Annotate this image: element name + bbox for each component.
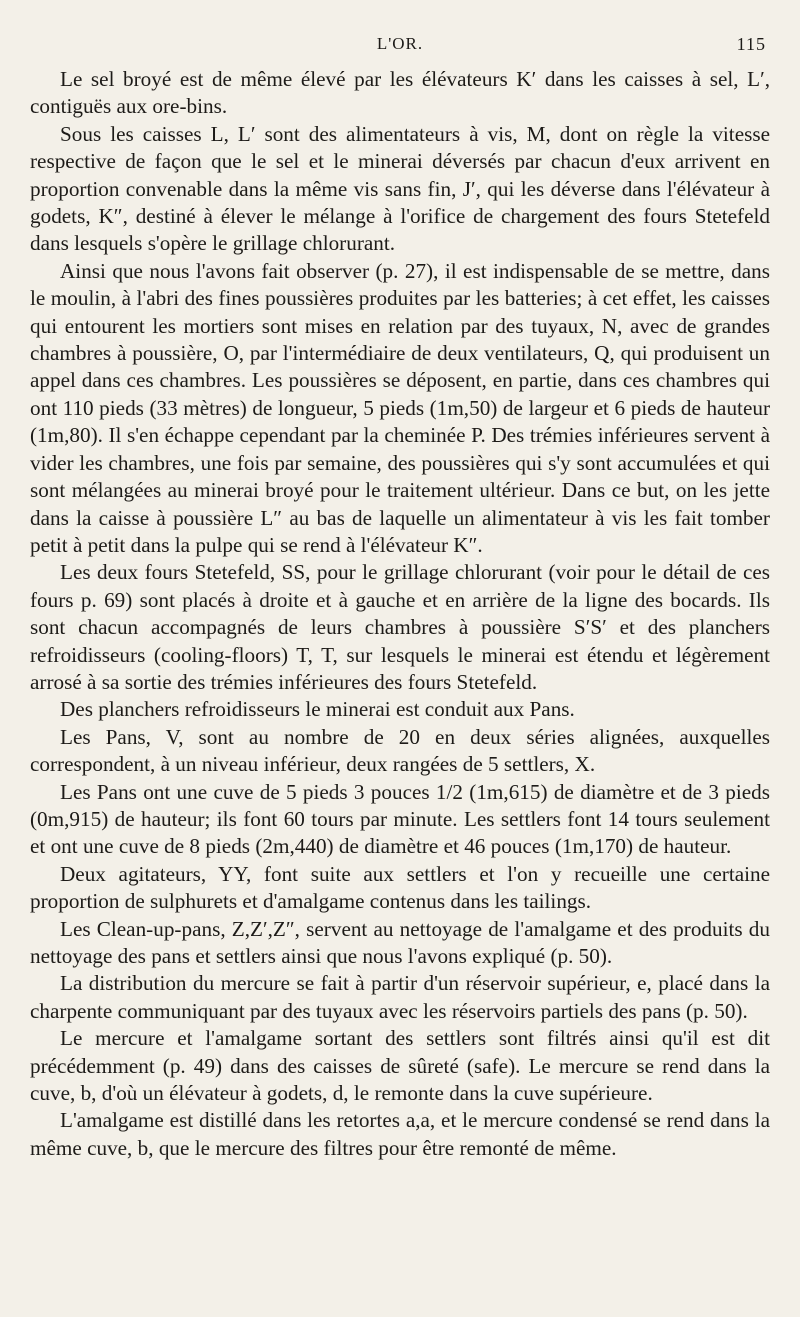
- paragraph: Ainsi que nous l'avons fait observer (p. 27), il est indispensable de se mettre, dans le moulin, à l'abri des fines poussières produites par les batteries; à cet effet, les caisses qui entourent les mortiers sont mises en relation par des tuyaux, N, avec de grandes chambres à poussière, O, par l'intermédiaire de deux ventilateurs, Q, qui produisent un appel dans ces chambres. Les poussières se déposent, en partie, dans ces chambres qui ont 110 pieds (33 mètres) de longueur, 5 pieds (1m,50) de largeur et 6 pieds de hauteur (1m,80). Il s'en échappe cependant par la cheminée P. Des trémies inférieures servent à vider les chambres, une fois par semaine, des poussières qui s'y sont accumulées et qui sont mélangées au minerai broyé pour le traitement ultérieur. Dans ce but, on les jette dans la caisse à poussière L″ au bas de laquelle un alimentateur à vis les fait tomber petit à petit dans la pulpe qui se rend à l'élévateur K″.: [30, 258, 770, 557]
- paragraph: Des planchers refroidisseurs le minerai est conduit aux Pans.: [60, 697, 575, 722]
- paragraph: La distribution du mercure se fait à partir d'un réservoir supérieur, e, placé dans la charpente communiquant par des tuyaux avec les réservoirs partiels des pans (p. 50).: [30, 971, 770, 1023]
- paragraph: Les Clean-up-pans, Z,Z′,Z″, servent au nettoyage de l'amalgame et des produits du nettoyage des pans et settlers ainsi que nous l'avons expliqué (p. 50).: [30, 916, 770, 968]
- paragraph: L'amalgame est distillé dans les retortes a,a, et le mercure condensé se rend dans la même cuve, b, que le mercure des filtres pour être remonté de même.: [30, 1108, 770, 1160]
- paragraph: Les Pans ont une cuve de 5 pieds 3 pouces 1/2 (1m,615) de diamètre et de 3 pieds (0m,915) de hauteur; ils font 60 tours par minute. Les settlers font 14 tours seulement et ont une cuve de 8 pieds (2m,440) de diamètre et 46 pouces (1m,170) de hauteur.: [30, 779, 770, 859]
- paragraph: Les Pans, V, sont au nombre de 20 en deux séries alignées, auxquelles correspondent, à un niveau inférieur, deux rangées de 5 settlers, X.: [30, 724, 770, 777]
- body-text: [30, 66, 770, 1162]
- paragraph: Le sel broyé est de même élevé par les élévateurs K′ dans les caisses à sel, L′, contiguës aux ore-bins.: [30, 67, 770, 119]
- paragraph: Deux agitateurs, YY, font suite aux settlers et l'on y recueille une certaine proportion de sulphurets et d'amalgame contenus dans les tailings.: [30, 861, 770, 914]
- running-head: [30, 28, 770, 64]
- page-number: 115: [736, 34, 766, 54]
- running-title: L'OR.: [376, 34, 424, 53]
- paragraph: Le mercure et l'amalgame sortant des settlers sont filtrés ainsi qu'il est dit précédemment (p. 49) dans des caisses de sûreté (safe). Le mercure se rend dans la cuve, b, d'où un élévateur à godets, d, le remonte dans la cuve supérieure.: [30, 1026, 770, 1106]
- paragraph: Les deux fours Stetefeld, SS, pour le grillage chlorurant (voir pour le détail de ces fours p. 69) sont placés à droite et à gauche et en arrière de la ligne des bocards. Ils sont chacun accompagnés de leurs chambres à poussière S′S′ et des planchers refroidisseurs (cooling-floors) T, T, sur lesquels le minerai est étendu et légèrement arrosé à sa sortie des trémies inférieures des fours Stetefeld.: [30, 560, 770, 694]
- paragraph: Sous les caisses L, L′ sont des alimentateurs à vis, M, dont on règle la vitesse respective de façon que le sel et le minerai déversés par chacun d'eux arrivent en proportion convenable dans la même vis sans fin, J′, qui les déverse dans l'élévateur à godets, K″, destiné à élever le mélange à l'orifice de chargement des fours Stetefeld dans lesquels s'opère le grillage chlorurant.: [30, 121, 770, 256]
